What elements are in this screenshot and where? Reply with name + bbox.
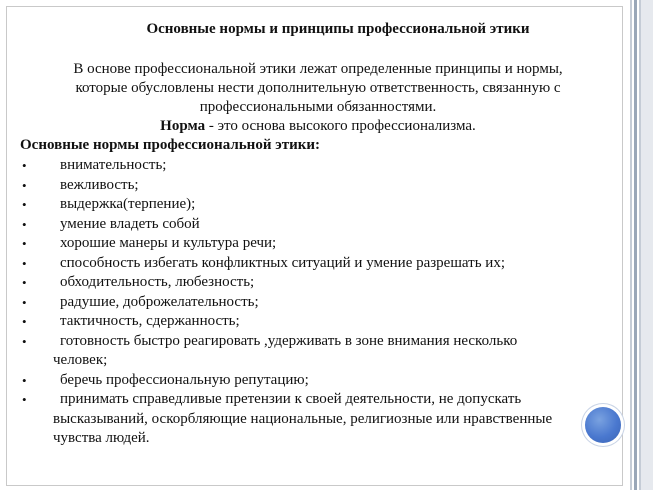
slide-content (20, 14, 616, 449)
list-item (20, 312, 616, 332)
norm-definition: - это основа высокого профессионализма. (205, 118, 476, 134)
bullet-icon: • (22, 294, 27, 310)
bullet-icon: • (22, 158, 27, 173)
list-item (20, 332, 616, 371)
list-item-text: хорошие манеры и культура речи; (60, 235, 277, 251)
bullet-icon: • (22, 255, 27, 271)
intro-paragraph (20, 60, 616, 117)
bullet-icon: • (22, 275, 27, 290)
list-item-text: радушие, доброжелательность; (60, 293, 259, 310)
list-item (20, 195, 616, 215)
list-item-text: внимательность; (60, 157, 167, 173)
list-item-text: принимать справедливые претензии к своей деятельности, не допускать (60, 391, 522, 407)
list-item (20, 176, 616, 196)
bullet-icon: • (22, 333, 27, 349)
decorative-side-stripes (628, 0, 653, 490)
bullet-icon: • (22, 177, 27, 193)
intro-line: которые обусловлены нести дополнительную ответственность, связанную с (75, 80, 561, 96)
list-item (20, 215, 616, 235)
list-item-text: тактичность, сдержанность; (60, 313, 240, 329)
intro-line: профессиональными обязанностями. (199, 99, 437, 115)
norm-definition-line (20, 117, 616, 136)
list-item-text: обходительность, любезность; (60, 274, 255, 290)
list-item-continuation: высказываний, оскорбляющие национальные, религиозные или нравственные (53, 410, 553, 427)
list-item (20, 293, 616, 313)
list-item (20, 273, 616, 293)
bullet-icon: • (22, 372, 27, 388)
list-item (20, 234, 616, 254)
bullet-icon: • (22, 314, 27, 329)
list-item-text: беречь профессиональную репутацию; (60, 371, 309, 388)
list-item-text: выдержка(терпение); (60, 196, 196, 212)
list-item (20, 254, 616, 274)
norm-term: Норма (160, 118, 206, 134)
norms-list (20, 156, 616, 449)
bullet-icon: • (22, 216, 27, 232)
list-item (20, 156, 616, 176)
list-item (20, 390, 616, 449)
list-item-text: умение владеть собой (60, 215, 200, 232)
decorative-circle-icon (585, 407, 621, 443)
bullet-icon: • (22, 236, 27, 251)
bullet-icon: • (22, 197, 27, 212)
list-heading: Основные нормы профессиональной этики: (20, 137, 320, 153)
list-item-text: готовность быстро реагировать ,удерживать в зоне внимания несколько (60, 332, 518, 349)
list-item-continuation: чувства людей. (53, 430, 150, 446)
list-item (20, 371, 616, 391)
bullet-icon: • (22, 392, 27, 407)
list-item-text: вежливость; (60, 176, 139, 193)
list-item-continuation: человек; (53, 352, 108, 368)
intro-line: В основе профессиональной этики лежат определенные принципы и нормы, (73, 61, 563, 77)
list-item-text: способность избегать конфликтных ситуаций и умение разрешать их; (60, 254, 506, 271)
slide-title: Основные нормы и принципы профессиональной этики (146, 21, 530, 37)
